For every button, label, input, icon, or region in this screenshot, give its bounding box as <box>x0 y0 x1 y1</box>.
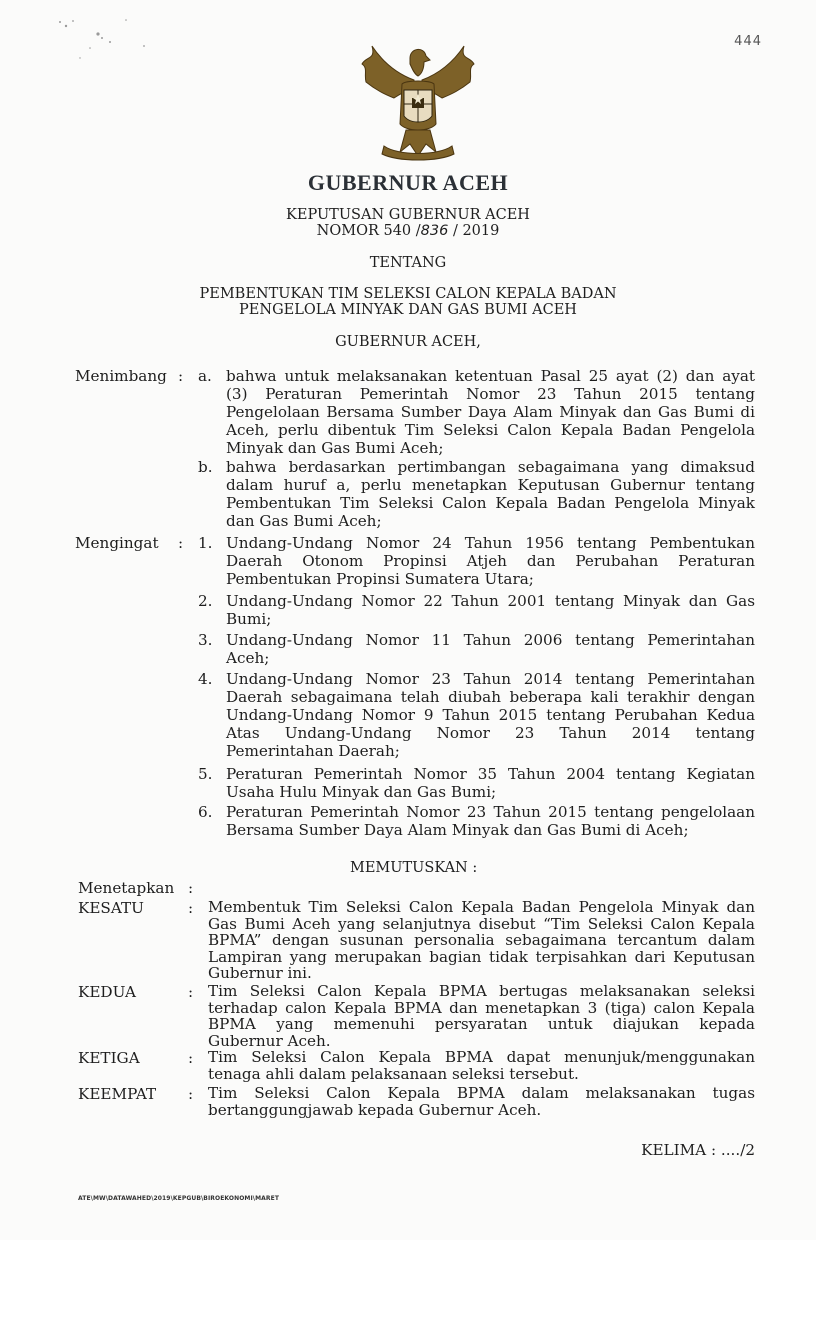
diktum-colon: : <box>188 1085 194 1103</box>
mengingat-item-5 <box>226 765 755 801</box>
menimbang-item-b <box>226 458 755 530</box>
diktum-text-kesatu <box>208 899 755 982</box>
menetapkan-label: Menetapkan <box>78 879 175 897</box>
text-line: Undang-Undang Nomor 22 Tahun 2001 tentang Minyak dan Gas <box>226 592 755 610</box>
text-line: Daerah sebagaimana telah diubah beberapa kali terakhir dengan <box>226 688 755 706</box>
menimbang-item-a <box>226 367 755 457</box>
decree-number-prefix: NOMOR 540 / <box>316 223 421 239</box>
text-line: BPMA yang memenuhi persyaratan untuk diajukan kepada <box>208 1015 755 1033</box>
text-line: Undang-Undang Nomor 24 Tahun 1956 tentang Pembentukan <box>226 534 755 552</box>
subject-line-1: PEMBENTUKAN TIM SELEKSI CALON KEPALA BADAN <box>199 286 617 302</box>
mengingat-item-6 <box>226 803 755 839</box>
mengingat-item-3 <box>226 631 755 667</box>
text-line: Lampiran yang merupakan bagian tidak terpisahkan dari Keputusan <box>208 947 755 966</box>
menetapkan-colon: : <box>188 879 194 897</box>
mengingat-marker-6: 6. <box>198 803 213 821</box>
text-line: Tim Seleksi Calon Kepala BPMA bertugas melaksanakan seleksi <box>208 982 755 1000</box>
text-line: Gubernur Aceh. <box>208 1031 331 1050</box>
scan-noise <box>40 10 160 70</box>
text-line: Bersama Sumber Daya Alam Minyak dan Gas Bumi di Aceh; <box>226 821 689 839</box>
mengingat-marker-1: 1. <box>198 534 213 552</box>
text-line: Tim Seleksi Calon Kepala BPMA dapat menunjuk/menggunakan <box>208 1048 755 1066</box>
text-line: BPMA” dengan susunan personalia sebagaimana tercantum dalam <box>208 931 755 949</box>
text-line: bertanggungjawab kepada Gubernur Aceh. <box>208 1100 542 1119</box>
menimbang-marker-b: b. <box>198 458 213 476</box>
decree-number-suffix: / 2019 <box>452 223 500 239</box>
text-line: Pemerintahan Daerah; <box>226 742 400 760</box>
issuer-heading: GUBERNUR ACEH, <box>335 334 481 350</box>
text-line: Undang-Undang Nomor 11 Tahun 2006 tentang Pemerintahan <box>226 631 755 649</box>
decree-number-handwritten: 836 <box>420 223 449 239</box>
text-line: Bumi; <box>226 610 272 628</box>
text-line: Undang-Undang Nomor 23 Tahun 2014 tentang Pemerintahan <box>226 670 755 688</box>
menimbang-colon: : <box>178 367 184 385</box>
decree-title: KEPUTUSAN GUBERNUR ACEH <box>286 207 530 223</box>
text-line: bahwa berdasarkan pertimbangan sebagaimana yang dimaksud <box>226 458 755 476</box>
mengingat-label: Mengingat <box>75 534 159 552</box>
text-line: Pengelolaan Bersama Sumber Daya Alam Minyak dan Gas Bumi di <box>226 403 755 421</box>
text-line: Usaha Hulu Minyak dan Gas Bumi; <box>226 783 497 801</box>
text-line: Pembentukan Propinsi Sumatera Utara; <box>226 570 534 588</box>
text-line: Membentuk Tim Seleksi Calon Kepala Badan Pengelola Minyak dan <box>208 898 755 916</box>
text-line: (3) Peraturan Pemerintah Nomor 23 Tahun 2015 tentang <box>226 385 755 403</box>
blank-margin <box>0 1240 816 1344</box>
text-line: Daerah Otonom Propinsi Atjeh dan Perubahan Peraturan <box>226 552 755 570</box>
menimbang-marker-a: a. <box>198 367 212 385</box>
text-line: tenaga ahli dalam pelaksanaan seleksi tersebut. <box>208 1064 579 1083</box>
mengingat-marker-4: 4. <box>198 670 213 688</box>
diktum-label-ketiga: KETIGA <box>78 1049 140 1067</box>
tentang-heading: TENTANG <box>369 255 447 271</box>
decree-number <box>0 223 816 239</box>
diktum-text-keempat <box>208 1085 755 1118</box>
memutuskan-heading: MEMUTUSKAN : <box>350 860 478 876</box>
diktum-label-kesatu: KESATU <box>78 899 144 917</box>
document-title: GUBERNUR ACEH <box>307 170 509 195</box>
menimbang-label: Menimbang <box>75 367 167 385</box>
diktum-colon: : <box>188 899 194 917</box>
text-line: Atas Undang-Undang Nomor 23 Tahun 2014 tentang <box>226 724 755 742</box>
text-line: dalam huruf a, perlu menetapkan Keputusan Gubernur tentang <box>226 476 755 494</box>
text-line: Gas Bumi Aceh yang selanjutnya disebut “Tim Seleksi Calon Kepala <box>208 914 755 933</box>
mengingat-colon: : <box>178 534 184 552</box>
text-line: Tim Seleksi Calon Kepala BPMA dalam melaksanakan tugas <box>208 1084 755 1102</box>
text-line: terhadap calon Kepala BPMA dan menetapkan 3 (tiga) calon Kepala <box>208 998 755 1017</box>
text-line: Pembentukan Tim Seleksi Calon Kepala Badan Pengelola Minyak <box>226 494 755 512</box>
diktum-label-keempat: KEEMPAT <box>78 1085 157 1103</box>
mengingat-marker-2: 2. <box>198 592 213 610</box>
text-line: Aceh, perlu dibentuk Tim Seleksi Calon Kepala Badan Pengelola <box>226 421 755 439</box>
text-line: Peraturan Pemerintah Nomor 23 Tahun 2015 tentang pengelolaan <box>226 803 755 821</box>
subject-line-2: PENGELOLA MINYAK DAN GAS BUMI ACEH <box>239 302 577 318</box>
text-line: Minyak dan Gas Bumi Aceh; <box>226 439 444 457</box>
diktum-text-kedua <box>208 983 755 1049</box>
footer-file-path: ATE\MW\DATAWAHED\2019\KEPGUB\BIROEKONOMI\MARET <box>78 1195 280 1202</box>
diktum-colon: : <box>188 1049 194 1067</box>
garuda-emblem-icon <box>354 34 482 164</box>
mengingat-item-2 <box>226 592 755 628</box>
text-line: dan Gas Bumi Aceh; <box>226 512 382 530</box>
diktum-text-ketiga <box>208 1049 755 1082</box>
continuation-note: KELIMA : ..../2 <box>641 1141 755 1159</box>
mengingat-marker-5: 5. <box>198 765 213 783</box>
mengingat-marker-3: 3. <box>198 631 213 649</box>
text-line: Gubernur ini. <box>208 964 312 982</box>
mengingat-item-1 <box>226 534 755 588</box>
text-line: bahwa untuk melaksanakan ketentuan Pasal 25 ayat (2) dan ayat <box>226 367 755 385</box>
text-line: Undang-Undang Nomor 9 Tahun 2015 tentang Perubahan Kedua <box>226 706 755 724</box>
diktum-colon: : <box>188 983 194 1001</box>
text-line: Peraturan Pemerintah Nomor 35 Tahun 2004 tentang Kegiatan <box>226 765 755 783</box>
text-line: Aceh; <box>226 649 270 667</box>
mengingat-item-4 <box>226 670 755 760</box>
handwritten-page-number: 444 <box>734 34 762 49</box>
diktum-label-kedua: KEDUA <box>78 983 136 1001</box>
